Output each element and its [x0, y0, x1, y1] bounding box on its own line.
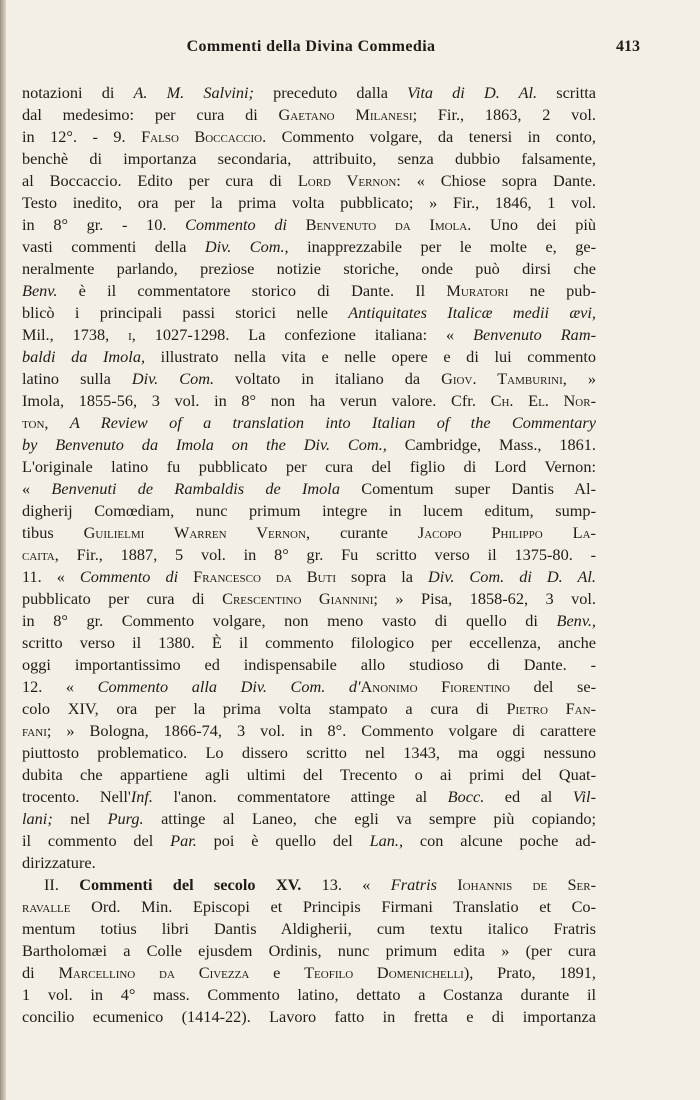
text-line [22, 368, 596, 390]
text-segment: piuttosto problematico. Lo dissero scritto nel 1343, ma oggi nessuno [22, 743, 596, 762]
text-segment: A. M. Salvini; [133, 83, 254, 102]
text-segment: Fratris [390, 875, 437, 894]
text-segment: dubita che appartiene agli ultimi del Trecento o ai primi del Quat- [22, 765, 596, 784]
text-segment: concilio ecumenico (1414-22). Lavoro fatto in fretta e di importanza [22, 1007, 596, 1026]
text-segment: caita [22, 545, 55, 564]
text-segment: Gaetano Milanesi [278, 105, 413, 124]
text-line [22, 544, 596, 566]
text-segment: lani; [22, 809, 53, 828]
text-segment: Muratori [446, 281, 509, 300]
text-segment: Guilielmi Warren Vernon [83, 523, 306, 542]
text-segment: poi è quello del [196, 831, 370, 850]
text-line [22, 984, 596, 1006]
text-line [22, 346, 596, 368]
text-line [22, 896, 596, 918]
text-segment: Benvenuto da Imola [305, 215, 468, 234]
text-segment: Div. Com. [131, 369, 215, 388]
text-line [22, 82, 596, 104]
text-line [22, 698, 596, 720]
text-segment [178, 567, 193, 586]
text-line [22, 874, 596, 896]
text-segment: Imola, 1855-56, 3 vol. in 8° non ha verun valore. Cfr. [22, 391, 491, 410]
text-segment: in 12°. - 9. [22, 127, 142, 146]
text-segment: Purg. [107, 809, 144, 828]
text-segment: Giov. Tamburini [441, 369, 563, 388]
page-number: 413 [616, 38, 640, 55]
text-line [22, 478, 596, 500]
text-segment: di [22, 963, 59, 982]
text-line [22, 588, 596, 610]
text-line [22, 676, 596, 698]
text-line [22, 324, 596, 346]
text-segment: Commento di [79, 567, 179, 586]
text-segment: , Fir., 1887, 5 vol. in 8° gr. Fu scritto verso il 1375-80. - [54, 545, 596, 564]
text-segment: II. [44, 875, 80, 894]
text-segment: Anonimo Fiorentino [360, 677, 510, 696]
text-segment: Lord Vernon [297, 171, 397, 190]
text-segment: Pietro Fan- [506, 699, 596, 718]
text-segment: oggi importantissimo ed indispensabile allo studioso di Dante. - [22, 655, 596, 674]
text-segment: : « Chiose sopra Dante. [396, 171, 596, 190]
text-line [22, 280, 596, 302]
text-segment: Benv. [22, 281, 58, 300]
text-segment: preceduto dalla [253, 83, 408, 102]
text-segment: ton [22, 413, 45, 432]
text-segment: ; » Pisa, 1858-62, 3 vol. [373, 589, 596, 608]
text-segment: Testo inedito, ora per la prima volta pubblicato; » Fir., 1846, 1 vol. [22, 193, 596, 212]
text-line [22, 126, 596, 148]
text-segment: al Boccaccio. Edito per cura di [22, 171, 298, 190]
text-segment: 13. « [301, 875, 391, 894]
text-segment: notazioni di [22, 83, 134, 102]
text-segment: sopra la [335, 567, 429, 586]
text-line [22, 610, 596, 632]
text-segment: . Uno dei più [467, 215, 596, 234]
text-segment: fani [22, 721, 47, 740]
text-segment: Bocc. [447, 787, 485, 806]
text-segment: ; » Bologna, 1866-74, 3 vol. in 8°. Commento volgare di carattere [46, 721, 596, 740]
text-segment: Vil- [572, 787, 596, 806]
text-segment: « [22, 479, 52, 498]
text-segment: Antiquitates Italicæ medii ævi, [348, 303, 596, 322]
text-line [22, 808, 596, 830]
text-line [22, 390, 596, 412]
text-line [22, 500, 596, 522]
text-segment: in 8° gr. - 10. [22, 215, 186, 234]
text-line [22, 236, 596, 258]
text-line [22, 632, 596, 654]
text-segment: e [249, 963, 305, 982]
text-segment: L'originale latino fu pubblicato per cura del figlio di Lord Vernon: [22, 457, 596, 476]
text-segment: Jacopo Philippo La- [417, 523, 596, 542]
text-segment: colo XIV, ora per la prima volta stampato a cura di [22, 699, 507, 718]
text-line [22, 192, 596, 214]
text-segment: Marcellino da Civezza [58, 963, 250, 982]
text-segment: digherij Comœdiam, nunc primum integre in lucem editum, sump- [22, 501, 596, 520]
text-line [22, 456, 596, 478]
text-segment: Ord. Min. Episcopi et Principis Firmani Translatio et Co- [70, 897, 596, 916]
text-segment: pubblicato per cura di [22, 589, 223, 608]
text-segment: neralmente parlando, preziose notizie storiche, onde può dirsi che [22, 259, 596, 278]
text-segment: scritta [537, 83, 596, 102]
text-segment: Lan., [369, 831, 404, 850]
text-line [22, 654, 596, 676]
text-segment: Mil., 1738, [22, 325, 129, 344]
text-segment: 11. « [22, 567, 80, 586]
text-line [22, 258, 596, 280]
text-segment [437, 875, 457, 894]
text-line [22, 214, 596, 236]
text-segment: Benv., [556, 611, 596, 630]
text-segment: inapprezzabile per le molte e, ge- [288, 237, 596, 256]
text-segment: blicò i principali passi storici nelle [22, 303, 349, 322]
text-segment: , 1027-1298. La confezione italiana: « [131, 325, 474, 344]
text-segment: ne pub- [508, 281, 596, 300]
text-segment: con alcune poche ad- [403, 831, 596, 850]
text-segment: Iohannis de Ser- [457, 875, 596, 894]
text-segment: Commento alla Div. Com. d' [97, 677, 361, 696]
text-segment: vasti commenti della [22, 237, 205, 256]
text-line [22, 852, 596, 874]
text-line [22, 412, 596, 434]
text-segment: del se- [510, 677, 596, 696]
text-segment: ed al [484, 787, 573, 806]
text-line [22, 566, 596, 588]
text-segment: tibus [22, 523, 84, 542]
text-segment: Ch. El. Nor- [490, 391, 596, 410]
text-segment [287, 215, 306, 234]
text-line [22, 302, 596, 324]
text-segment: illustrato nella vita e nelle opere e di lui commento [145, 347, 596, 366]
text-segment: Crescentino Giannini [222, 589, 374, 608]
text-segment: trocento. Nell' [22, 787, 131, 806]
text-line [22, 764, 596, 786]
text-segment: Comentum super Dantis Al- [339, 479, 596, 498]
text-segment: Francesco da Buti [193, 567, 336, 586]
text-segment: 1 vol. in 4° mass. Commento latino, dettato a Costanza durante il [22, 985, 596, 1004]
text-segment: 12. « [22, 677, 98, 696]
body-text [22, 82, 596, 1028]
text-segment: dirizzature. [22, 853, 96, 872]
text-segment: A Review of a translation into Italian of the Commentary [69, 413, 596, 432]
text-segment: è il commentatore storico di Dante. Il [57, 281, 447, 300]
text-line [22, 104, 596, 126]
text-segment: Vita di D. Al. [407, 83, 538, 102]
text-line [22, 434, 596, 456]
text-line [22, 786, 596, 808]
text-segment: Falso Boccaccio [141, 127, 263, 146]
text-line [22, 170, 596, 192]
text-segment: l'anon. commentatore attinge al [153, 787, 448, 806]
text-segment: attinge al Laneo, che egli va sempre più copiando; [143, 809, 596, 828]
text-segment: mentum totius libri Dantis Aldigherii, cum textu italico Fratris [22, 919, 596, 938]
text-line [22, 742, 596, 764]
text-segment: voltato in italiano da [214, 369, 442, 388]
running-title: Commenti della Divina Commedia [186, 38, 436, 55]
text-segment: baldi da Imola, [22, 347, 146, 366]
text-segment: , curante [305, 523, 418, 542]
text-segment: Commento di [185, 215, 287, 234]
text-segment: in 8° gr. Commento volgare, non meno vasto di quello di [22, 611, 557, 630]
text-segment: , » [562, 369, 596, 388]
text-line [22, 940, 596, 962]
text-segment: , [44, 413, 70, 432]
text-segment: Teofilo Domenichelli [304, 963, 464, 982]
text-segment: il commento del [22, 831, 171, 850]
text-segment: Benvenuto Ram- [473, 325, 596, 344]
text-segment: i [128, 325, 132, 344]
text-segment: Div. Com. di D. Al. [428, 567, 596, 586]
text-line [22, 962, 596, 984]
text-line [22, 720, 596, 742]
text-line [22, 148, 596, 170]
text-segment: by Benvenuto da Imola on the Div. Com., [22, 435, 387, 454]
text-segment: Benvenuti de Rambaldis de Imola [51, 479, 340, 498]
text-line [22, 918, 596, 940]
text-line [22, 1006, 596, 1028]
text-segment: ), Prato, 1891, [463, 963, 596, 982]
text-segment: . Commento volgare, da tenersi in conto, [262, 127, 596, 146]
text-segment: latino sulla [22, 369, 132, 388]
text-segment: Inf. [130, 787, 153, 806]
text-segment: ravalle [22, 897, 71, 916]
text-line [22, 830, 596, 852]
text-segment: dal medesimo: per cura di [22, 105, 279, 124]
text-segment: ; Fir., 1863, 2 vol. [412, 105, 596, 124]
text-segment: Par. [170, 831, 197, 850]
text-segment: Commenti del secolo XV. [79, 875, 302, 894]
text-segment: Cambridge, Mass., 1861. [386, 435, 596, 454]
book-spine-shadow [0, 0, 6, 1100]
text-segment: Bartholomæi a Colle ejusdem Ordinis, nunc primum edita » (per cura [22, 941, 596, 960]
text-segment: scritto verso il 1380. È il commento filologico per eccellenza, anche [22, 633, 596, 652]
text-segment: nel [52, 809, 108, 828]
text-segment: Div. Com., [204, 237, 289, 256]
text-line [22, 522, 596, 544]
text-segment: benchè di importanza secondaria, attribuito, senza dubbio falsamente, [22, 149, 596, 168]
